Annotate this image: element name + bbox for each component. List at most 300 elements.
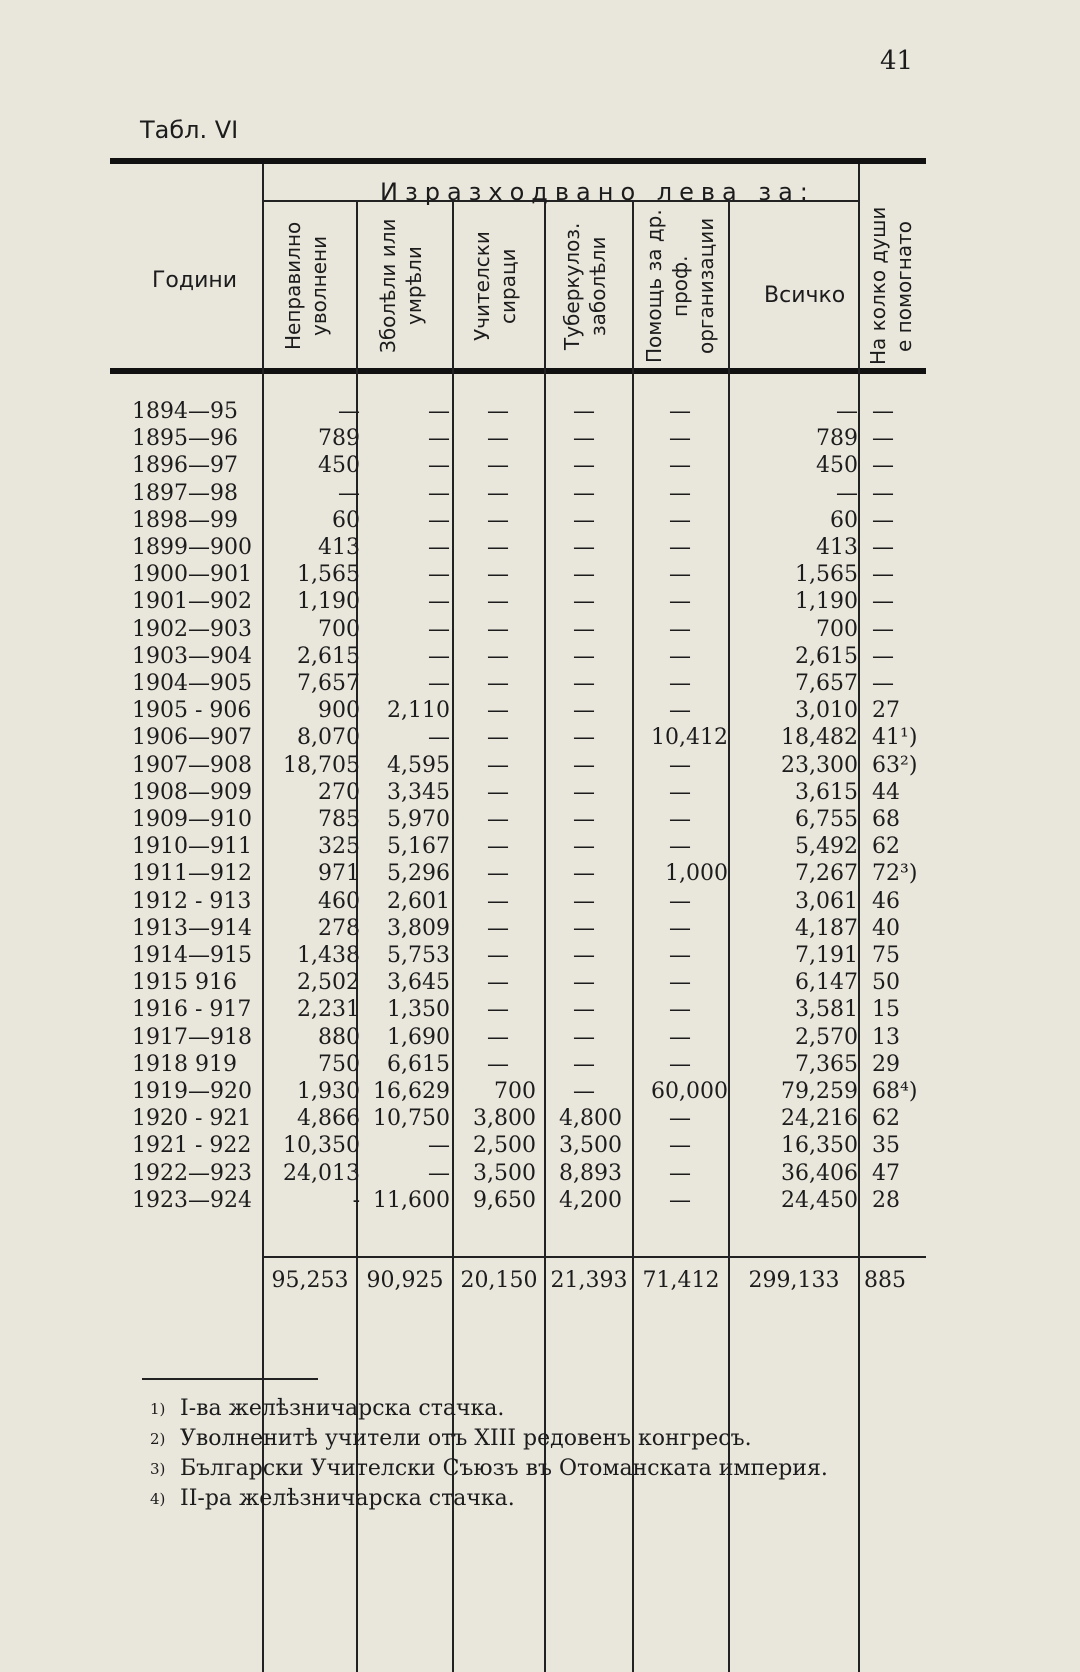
header-col-3-label: Учителски сираци <box>470 231 520 341</box>
row-total: 6,755 <box>795 807 858 832</box>
total-col-2: 90,925 <box>366 1268 444 1293</box>
row-col-1: 7,657 <box>297 671 360 696</box>
row-col-1: 2,615 <box>297 643 360 669</box>
row-col-5: — <box>669 507 691 533</box>
row-col-1: 2,502 <box>297 970 360 996</box>
row-col-3: — <box>487 915 509 941</box>
row-total: 413 <box>816 535 858 560</box>
footnote-mark: 2) <box>150 1430 166 1448</box>
row-col-3: — <box>487 807 509 832</box>
header-col-5 <box>634 204 728 368</box>
row-col-1: 1,438 <box>297 943 360 968</box>
row-col-1: 18,705 <box>283 752 360 778</box>
row-total: 700 <box>816 616 858 642</box>
total-col-6: 299,133 <box>748 1268 840 1293</box>
row-people: 75 <box>872 943 900 968</box>
row-col-2: — <box>428 616 450 642</box>
row-people: 63²) <box>872 752 918 778</box>
row-col-5: — <box>669 1106 691 1132</box>
row-col-4: — <box>573 453 595 479</box>
row-year: 1923—924 <box>132 1187 252 1213</box>
row-col-4: 4,200 <box>559 1187 622 1213</box>
row-year: 1910—911 <box>132 834 252 860</box>
table-row <box>0 752 1080 780</box>
row-col-4: — <box>573 1024 595 1050</box>
row-people: — <box>872 507 894 533</box>
row-col-2: 3,809 <box>387 915 450 941</box>
row-col-3: — <box>487 643 509 669</box>
row-total: 2,615 <box>795 643 858 669</box>
table-row <box>0 779 1080 807</box>
row-col-2: — <box>428 426 450 452</box>
row-col-2: — <box>428 1133 450 1159</box>
row-col-5: — <box>669 752 691 778</box>
table-row <box>0 996 1080 1024</box>
row-col-3: — <box>487 399 509 424</box>
header-col-4 <box>546 204 632 368</box>
row-year: 1913—914 <box>132 915 252 941</box>
footnote-text: I-ва желѣзничарска стачка. <box>180 1396 505 1421</box>
row-col-3: — <box>487 779 509 805</box>
row-col-3: 9,650 <box>473 1187 536 1213</box>
row-people: 68 <box>872 807 900 832</box>
table-row <box>0 1051 1080 1079</box>
row-year: 1912 - 913 <box>132 888 252 914</box>
row-col-5: — <box>669 616 691 642</box>
row-total: 23,300 <box>781 752 858 778</box>
row-col-1: 785 <box>318 807 360 832</box>
table-row <box>0 1132 1080 1160</box>
row-col-3: — <box>487 671 509 696</box>
row-people: 28 <box>872 1187 900 1213</box>
table-row <box>0 398 1080 426</box>
table-row <box>0 1024 1080 1052</box>
row-col-1: 789 <box>318 426 360 452</box>
row-year: 1914—915 <box>132 943 252 968</box>
row-year: 1900—901 <box>132 562 252 588</box>
row-year: 1915 916 <box>132 970 237 996</box>
row-col-5: — <box>669 562 691 588</box>
row-col-1: 1,190 <box>297 589 360 615</box>
table-row <box>0 616 1080 644</box>
table-row <box>0 425 1080 453</box>
row-col-1: 1,565 <box>297 562 360 588</box>
row-col-1: 460 <box>318 888 360 914</box>
row-col-3: — <box>487 861 509 887</box>
row-col-2: — <box>428 1160 450 1186</box>
row-col-5: — <box>669 1133 691 1159</box>
row-total: 6,147 <box>795 970 858 996</box>
row-col-4: — <box>573 507 595 533</box>
row-people: 62 <box>872 834 900 860</box>
row-col-1: 880 <box>318 1024 360 1050</box>
row-col-5: — <box>669 1160 691 1186</box>
row-col-3: — <box>487 426 509 452</box>
row-col-4: — <box>573 562 595 588</box>
row-col-5: — <box>669 1024 691 1050</box>
total-col-5: 71,412 <box>642 1268 720 1293</box>
footnotes <box>150 1394 828 1514</box>
row-year: 1919—920 <box>132 1079 252 1104</box>
row-col-1: - <box>352 1187 360 1213</box>
row-col-4: — <box>573 426 595 452</box>
row-col-4: 8,893 <box>559 1160 622 1186</box>
row-col-4: — <box>573 779 595 805</box>
row-col-5: — <box>669 779 691 805</box>
row-col-5: — <box>669 426 691 452</box>
row-total: 24,450 <box>781 1187 858 1213</box>
row-people: — <box>872 453 894 479</box>
row-total: 1,190 <box>795 589 858 615</box>
row-people: 41¹) <box>872 725 918 751</box>
row-col-2: 16,629 <box>373 1079 450 1104</box>
header-col-5-label: Помощь за др. проф. организации <box>642 209 718 363</box>
row-col-1: 325 <box>318 834 360 860</box>
row-total: 24,216 <box>781 1106 858 1132</box>
row-col-3: — <box>487 480 509 506</box>
row-col-1: 450 <box>318 453 360 479</box>
row-year: 1895—96 <box>132 426 238 452</box>
row-col-4: — <box>573 725 595 751</box>
row-col-4: — <box>573 480 595 506</box>
row-col-5: 10,412 <box>651 725 728 751</box>
row-col-5: — <box>669 589 691 615</box>
row-total: 3,010 <box>795 698 858 724</box>
row-col-1: 900 <box>318 698 360 724</box>
footnote-text: Уволненитѣ учители отъ XIII редовенъ конгресъ. <box>180 1426 752 1451</box>
row-year: 1896—97 <box>132 453 238 479</box>
row-col-2: 5,296 <box>387 861 450 887</box>
row-col-4: — <box>573 698 595 724</box>
row-col-5: 1,000 <box>665 861 728 887</box>
footnote-mark: 1) <box>150 1400 166 1418</box>
footnote-text: II-ра желѣзничарска стачка. <box>180 1486 515 1511</box>
row-col-2: 5,970 <box>387 807 450 832</box>
row-col-1: 413 <box>318 535 360 560</box>
row-col-1: 270 <box>318 779 360 805</box>
row-year: 1904—905 <box>132 671 252 696</box>
row-year: 1922—923 <box>132 1160 252 1186</box>
row-col-2: 3,345 <box>387 779 450 805</box>
row-col-3: 3,500 <box>473 1160 536 1186</box>
table-row <box>0 561 1080 589</box>
row-year: 1911—912 <box>132 861 252 887</box>
row-col-3: 700 <box>494 1079 536 1104</box>
row-total: 2,570 <box>795 1024 858 1050</box>
row-col-2: — <box>428 453 450 479</box>
row-year: 1902—903 <box>132 616 252 642</box>
row-col-3: — <box>487 1024 509 1050</box>
row-col-2: — <box>428 643 450 669</box>
row-col-5: — <box>669 970 691 996</box>
row-col-5: — <box>669 1051 691 1077</box>
row-total: — <box>836 480 858 506</box>
row-col-4: — <box>573 643 595 669</box>
row-col-2: 1,350 <box>387 997 450 1023</box>
row-col-4: — <box>573 915 595 941</box>
table-row <box>0 806 1080 834</box>
row-total: 79,259 <box>781 1079 858 1104</box>
row-col-3: — <box>487 725 509 751</box>
row-total: 18,482 <box>781 725 858 751</box>
row-col-3: — <box>487 970 509 996</box>
row-total: 3,581 <box>795 997 858 1023</box>
row-col-4: — <box>573 997 595 1023</box>
row-col-3: — <box>487 507 509 533</box>
row-col-3: — <box>487 535 509 560</box>
row-col-3: — <box>487 453 509 479</box>
row-col-3: — <box>487 888 509 914</box>
row-year: 1906—907 <box>132 725 252 751</box>
row-col-2: 2,601 <box>387 888 450 914</box>
total-col-4: 21,393 <box>550 1268 628 1293</box>
table-row <box>0 1160 1080 1188</box>
header-col-1 <box>264 204 356 368</box>
row-col-1: 24,013 <box>283 1160 360 1186</box>
row-col-4: — <box>573 671 595 696</box>
footnote-4 <box>150 1484 828 1514</box>
row-total: 3,615 <box>795 779 858 805</box>
totals-row <box>0 1266 1080 1296</box>
row-col-5: — <box>669 698 691 724</box>
row-col-5: — <box>669 834 691 860</box>
row-year: 1916 - 917 <box>132 997 252 1023</box>
row-col-5: 60,000 <box>651 1079 728 1104</box>
row-col-3: 3,800 <box>473 1106 536 1132</box>
row-col-5: — <box>669 997 691 1023</box>
row-people: 62 <box>872 1106 900 1132</box>
row-col-2: — <box>428 725 450 751</box>
row-col-1: 10,350 <box>283 1133 360 1159</box>
row-year: 1901—902 <box>132 589 252 615</box>
row-col-1: — <box>338 480 360 506</box>
row-col-2: 1,690 <box>387 1024 450 1050</box>
row-col-5: — <box>669 643 691 669</box>
row-year: 1898—99 <box>132 507 238 533</box>
row-col-5: — <box>669 671 691 696</box>
row-col-1: 60 <box>332 507 360 533</box>
row-col-5: — <box>669 807 691 832</box>
row-col-5: — <box>669 399 691 424</box>
header-col-3 <box>454 204 544 368</box>
row-total: 7,365 <box>795 1051 858 1077</box>
row-col-2: — <box>428 562 450 588</box>
row-people: — <box>872 426 894 452</box>
row-col-2: 5,167 <box>387 834 450 860</box>
row-people: 44 <box>872 779 900 805</box>
row-col-4: — <box>573 834 595 860</box>
row-total: 789 <box>816 426 858 452</box>
row-col-3: — <box>487 752 509 778</box>
total-col-7: 885 <box>864 1268 906 1293</box>
table-row <box>0 534 1080 562</box>
row-people: 40 <box>872 915 900 941</box>
footnote-text: Български Учителски Съюзъ въ Отоманската империя. <box>180 1456 828 1481</box>
row-people: 15 <box>872 997 900 1023</box>
row-people: 29 <box>872 1051 900 1077</box>
row-year: 1909—910 <box>132 807 252 832</box>
table-label: Табл. VI <box>140 116 239 144</box>
row-people: — <box>872 480 894 506</box>
row-col-2: — <box>428 671 450 696</box>
row-total: 36,406 <box>781 1160 858 1186</box>
row-col-2: — <box>428 589 450 615</box>
row-col-4: — <box>573 888 595 914</box>
row-year: 1908—909 <box>132 779 252 805</box>
table-row <box>0 480 1080 508</box>
row-col-2: — <box>428 535 450 560</box>
row-col-1: 971 <box>318 861 360 887</box>
row-total: 1,565 <box>795 562 858 588</box>
table-row <box>0 860 1080 888</box>
row-col-4: — <box>573 752 595 778</box>
row-people: 47 <box>872 1160 900 1186</box>
row-year: 1918 919 <box>132 1051 237 1077</box>
row-people: 27 <box>872 698 900 724</box>
row-col-4: — <box>573 970 595 996</box>
row-year: 1897—98 <box>132 480 238 506</box>
row-people: 46 <box>872 888 900 914</box>
row-total: 7,657 <box>795 671 858 696</box>
row-col-2: — <box>428 399 450 424</box>
row-col-5: — <box>669 888 691 914</box>
row-col-3: — <box>487 616 509 642</box>
row-col-5: — <box>669 1187 691 1213</box>
table-row <box>0 1187 1080 1215</box>
row-col-1: 700 <box>318 616 360 642</box>
row-total: 450 <box>816 453 858 479</box>
row-year: 1921 - 922 <box>132 1133 252 1159</box>
row-col-3: — <box>487 698 509 724</box>
row-people: 35 <box>872 1133 900 1159</box>
row-col-4: — <box>573 1051 595 1077</box>
row-col-2: 3,645 <box>387 970 450 996</box>
row-col-2: 11,600 <box>373 1187 450 1213</box>
row-people: — <box>872 399 894 424</box>
table-row <box>0 452 1080 480</box>
total-col-1: 95,253 <box>271 1268 349 1293</box>
row-total: — <box>836 399 858 424</box>
row-col-4: — <box>573 807 595 832</box>
table-row <box>0 1105 1080 1133</box>
row-col-1: 750 <box>318 1051 360 1077</box>
header-col-2-label: Зболѣли или умрѣли <box>376 218 426 354</box>
footnote-divider <box>142 1378 318 1380</box>
row-people: 72³) <box>872 861 918 887</box>
row-col-4: — <box>573 943 595 968</box>
row-col-3: — <box>487 997 509 1023</box>
row-year: 1903—904 <box>132 643 252 669</box>
table-row <box>0 697 1080 725</box>
row-col-1: 278 <box>318 915 360 941</box>
row-col-2: 10,750 <box>373 1106 450 1132</box>
table-row <box>0 888 1080 916</box>
row-col-4: — <box>573 616 595 642</box>
row-total: 60 <box>830 507 858 533</box>
table-row <box>0 643 1080 671</box>
row-year: 1905 - 906 <box>132 698 252 724</box>
row-col-2: 2,110 <box>387 698 450 724</box>
row-col-3: — <box>487 943 509 968</box>
footnote-1 <box>150 1394 828 1424</box>
row-people: — <box>872 589 894 615</box>
row-total: 16,350 <box>781 1133 858 1159</box>
row-total: 3,061 <box>795 888 858 914</box>
row-col-3: 2,500 <box>473 1133 536 1159</box>
table-row <box>0 915 1080 943</box>
header-col-1-label: Неправилно уволнени <box>281 221 331 351</box>
row-col-4: — <box>573 1079 595 1104</box>
row-people: — <box>872 535 894 560</box>
footnote-mark: 4) <box>150 1490 166 1508</box>
row-col-4: — <box>573 861 595 887</box>
row-col-4: — <box>573 589 595 615</box>
row-col-3: — <box>487 1051 509 1077</box>
table-row <box>0 670 1080 698</box>
row-people: 68⁴) <box>872 1079 918 1104</box>
row-col-4: — <box>573 535 595 560</box>
header-years: Години <box>152 268 238 293</box>
row-total: 5,492 <box>795 834 858 860</box>
row-col-1: 8,070 <box>297 725 360 751</box>
header-col-2 <box>358 204 452 368</box>
row-col-4: 4,800 <box>559 1106 622 1132</box>
header-col-7-label: На колко души е помогнато <box>866 206 916 366</box>
row-year: 1899—900 <box>132 535 252 560</box>
page-number: 41 <box>880 46 914 76</box>
row-col-1: 4,866 <box>297 1106 360 1132</box>
row-col-4: — <box>573 399 595 424</box>
row-col-2: 5,753 <box>387 943 450 968</box>
row-col-2: — <box>428 480 450 506</box>
table-row <box>0 588 1080 616</box>
row-col-2: — <box>428 507 450 533</box>
row-col-3: — <box>487 834 509 860</box>
header-col-7 <box>860 204 926 368</box>
row-col-2: 4,595 <box>387 752 450 778</box>
row-col-4: 3,500 <box>559 1133 622 1159</box>
row-people: — <box>872 562 894 588</box>
row-people: — <box>872 616 894 642</box>
row-col-1: 2,231 <box>297 997 360 1023</box>
table-row <box>0 507 1080 535</box>
footnote-mark: 3) <box>150 1460 166 1478</box>
header-total: Всичко <box>764 283 846 308</box>
table-row <box>0 942 1080 970</box>
row-total: 7,191 <box>795 943 858 968</box>
header-col-4-label: Туберкулоз. заболѣли <box>560 222 610 350</box>
row-year: 1920 - 921 <box>132 1106 252 1132</box>
row-people: — <box>872 671 894 696</box>
row-col-3: — <box>487 589 509 615</box>
row-year: 1917—918 <box>132 1024 252 1050</box>
row-people: 50 <box>872 970 900 996</box>
row-col-5: — <box>669 480 691 506</box>
row-col-3: — <box>487 562 509 588</box>
row-year: 1907—908 <box>132 752 252 778</box>
footnote-3 <box>150 1454 828 1484</box>
footnote-2 <box>150 1424 828 1454</box>
row-year: 1894—95 <box>132 399 238 424</box>
row-total: 7,267 <box>795 861 858 887</box>
row-col-5: — <box>669 915 691 941</box>
table-row <box>0 724 1080 752</box>
row-total: 4,187 <box>795 915 858 941</box>
row-col-5: — <box>669 943 691 968</box>
row-col-1: — <box>338 399 360 424</box>
total-col-3: 20,150 <box>460 1268 538 1293</box>
row-people: — <box>872 643 894 669</box>
